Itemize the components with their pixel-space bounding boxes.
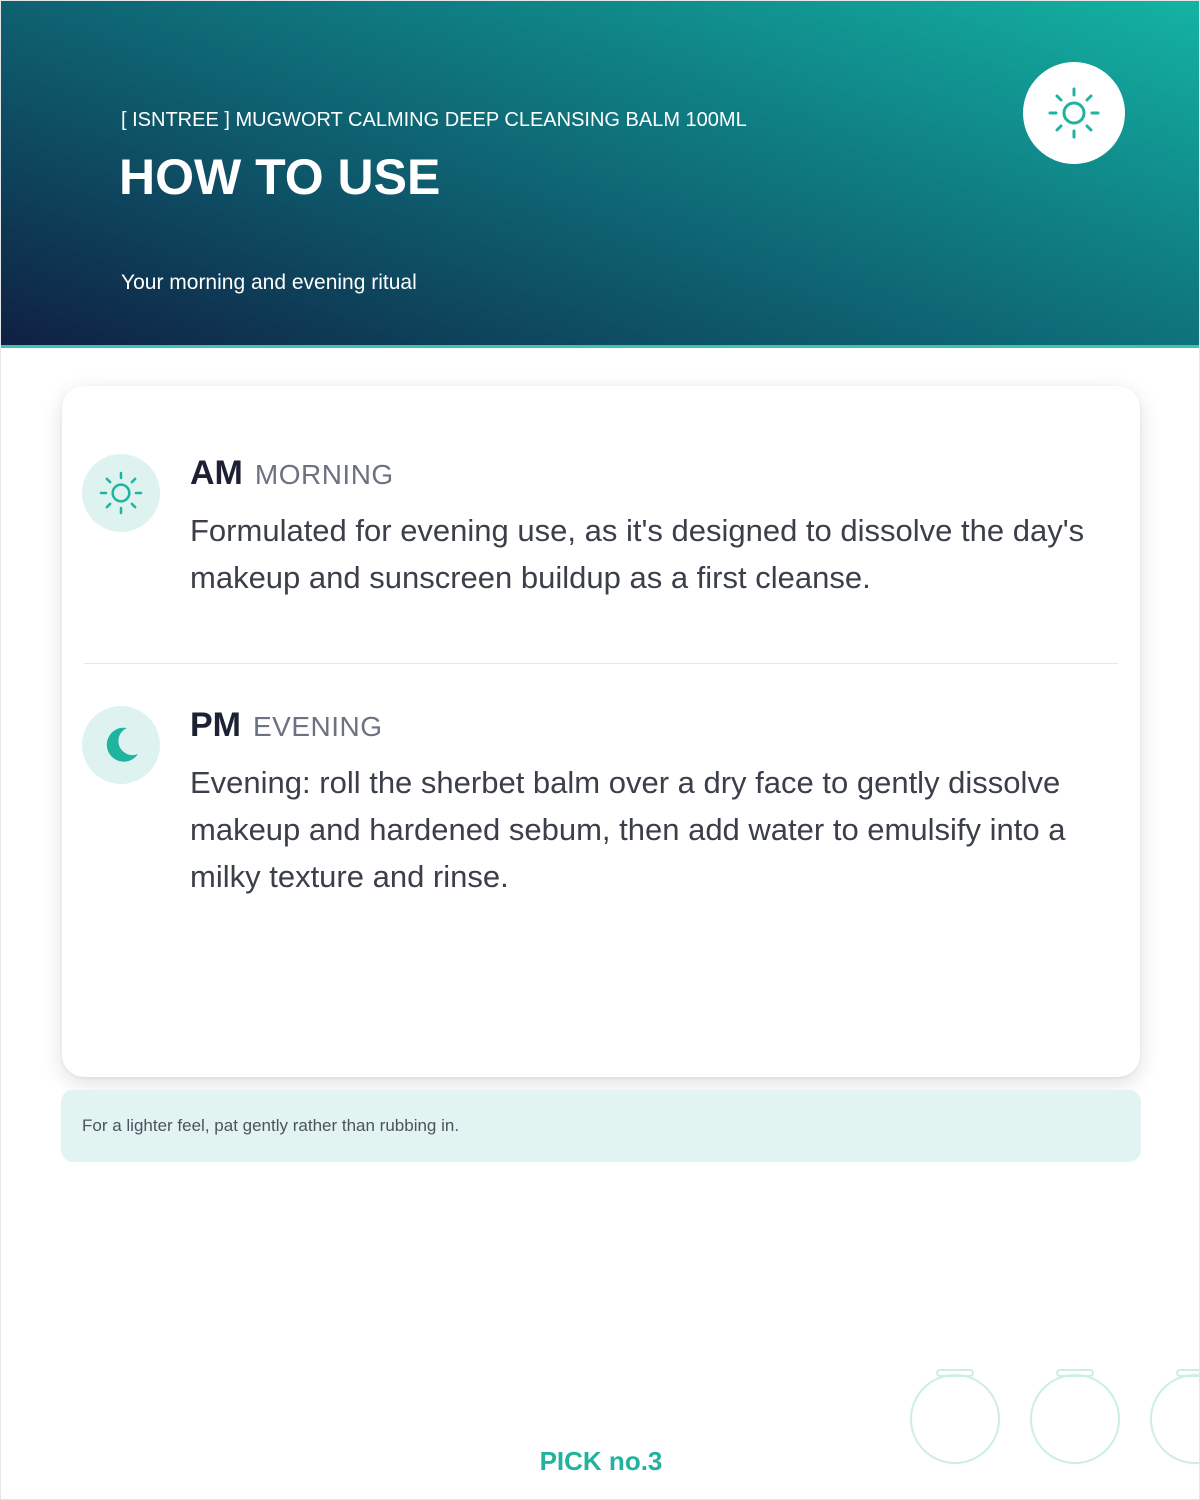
morning-heading [190,454,394,493]
sun-icon [96,468,146,518]
pick-label: PICK no.3 [539,1446,663,1476]
header-banner [1,1,1200,347]
moon-icon [96,720,146,770]
evening-label: EVENING [253,711,383,742]
routine-card [62,386,1140,1077]
product-name: [ ISNTREE ] MUGWORT CALMING DEEP CLEANSING BALM 100ML [121,109,747,131]
morning-label: MORNING [254,459,394,490]
morning-code: AM [190,454,243,492]
morning-instructions: Formulated for evening use, as it's designed to dissolve the day's makeup and sunscreen buildup as a first cleanse. [190,513,1085,595]
evening-code: PM [190,706,241,744]
evening-icon-badge [82,706,160,784]
routine-divider [84,663,1118,664]
evening-instructions: Evening: roll the sherbet balm over a dry face to gently dissolve makeup and hardened sebum, then add water to emulsify into a milky texture and rinse. [190,765,1066,894]
page-title: HOW TO USE [119,149,441,205]
sun-badge [1023,62,1125,164]
morning-icon-badge [82,454,160,532]
header-divider [1,345,1200,348]
evening-heading [190,706,383,745]
tip-box [61,1090,1141,1162]
tip-text: For a lighter feel, pat gently rather than rubbing in. [82,1116,460,1135]
sun-icon [1044,83,1104,143]
page-subtitle: Your morning and evening ritual [121,271,417,294]
